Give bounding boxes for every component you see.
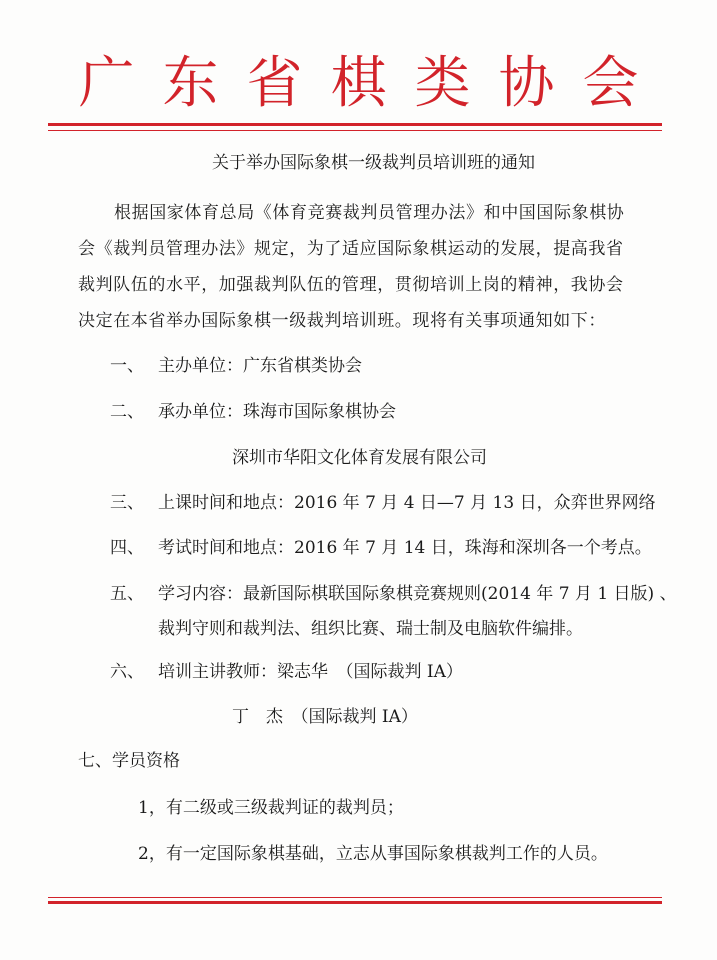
item-exam-time: 考试时间和地点：2016 年 7 月 14 日，珠海和深圳各一个考点。: [158, 538, 652, 558]
item-co-organizer-second: 深圳市华阳文化体育发展有限公司: [232, 448, 487, 468]
letterhead-org-name: 广东省棋类协会: [78, 51, 667, 116]
item-number-1: 一、: [110, 356, 144, 376]
notice-title: 关于举办国际象棋一级裁判员培训班的通知: [212, 153, 535, 173]
item-number-6: 六、: [110, 662, 144, 682]
letterhead-rule-thin-top: [48, 130, 662, 131]
item-class-time: 上课时间和地点：2016 年 7 月 4 日—7 月 13 日，众弈世界网络: [158, 493, 656, 513]
item-organizer: 主办单位：广东省棋类协会: [158, 356, 362, 376]
item-teachers-second: 丁 杰 （国际裁判 IA）: [232, 707, 418, 727]
item-number-4: 四、: [110, 538, 144, 558]
item-number-3: 三、: [110, 493, 144, 513]
item-content: 学习内容：最新国际棋联国际象棋竞赛规则(2014 年 7 月 1 日版) 、: [158, 584, 677, 604]
item-eligibility-heading: 七、学员资格: [78, 751, 180, 771]
notice-intro-paragraph: 根据国家体育总局《体育竞赛裁判员管理办法》和中国国际象棋协会《裁判员管理办法》规定，为了适应国际象棋运动的发展，提高我省裁判队伍的水平，加强裁判队伍的管理，贯彻培训上岗的精神，我协会决定在本省举办国际象棋一级裁判培训班。现将有关事项通知如下：: [78, 203, 625, 331]
item-eligibility-req-2: 2，有一定国际象棋基础，立志从事国际象棋裁判工作的人员。: [138, 844, 608, 864]
item-teachers: 培训主讲教师：梁志华 （国际裁判 IA）: [158, 662, 463, 682]
item-content-second: 裁判守则和裁判法、组织比赛、瑞士制及电脑软件编排。: [158, 619, 583, 639]
item-number-5: 五、: [110, 584, 144, 604]
item-co-organizer: 承办单位：珠海市国际象棋协会: [158, 402, 396, 422]
item-eligibility-req-1: 1，有二级或三级裁判证的裁判员；: [138, 798, 404, 818]
letterhead-rule-thick-top: [48, 123, 662, 126]
item-number-2: 二、: [110, 402, 144, 422]
footer-rule-thick: [48, 901, 662, 904]
footer-rule-thin: [48, 897, 662, 898]
